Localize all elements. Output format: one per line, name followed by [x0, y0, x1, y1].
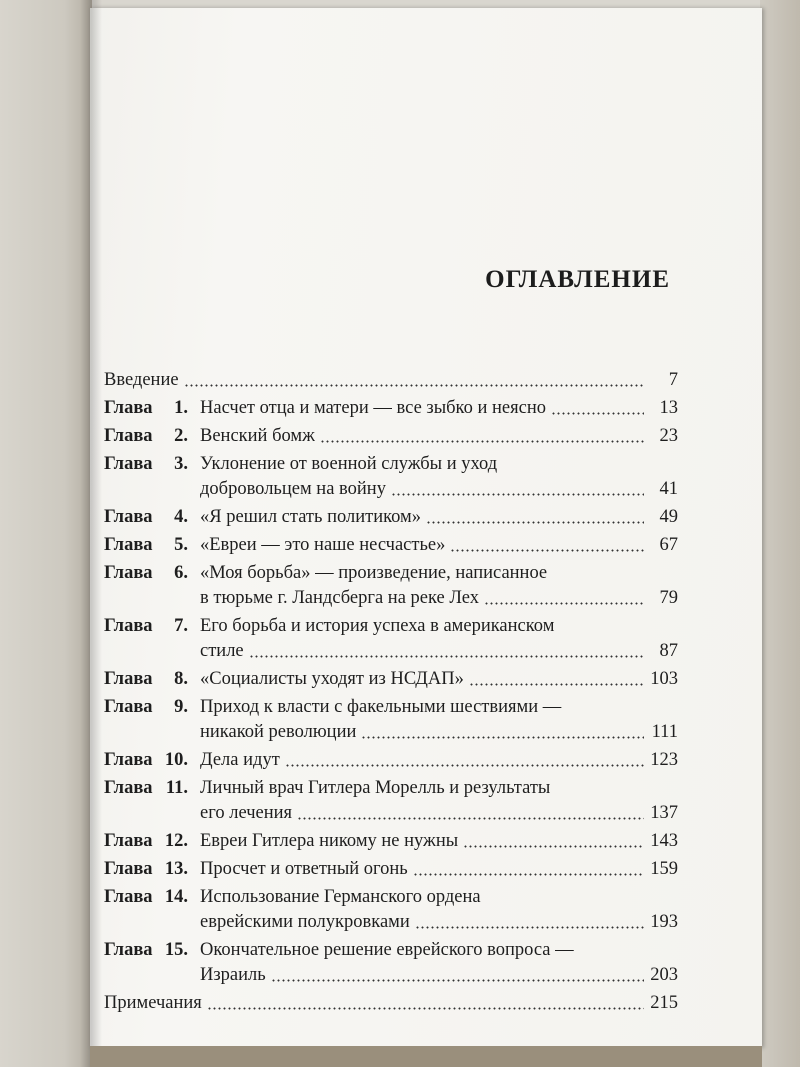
- chapter-word: Глава: [104, 697, 153, 717]
- toc-entry-notes: [104, 991, 678, 1016]
- chapter-title-line: добровольцем на войну: [200, 479, 386, 499]
- chapter-title-line: Окончательное решение еврейского вопроса —: [200, 940, 574, 960]
- dot-leader: [463, 834, 644, 848]
- table-of-contents: [104, 368, 678, 1019]
- chapter-label: [104, 667, 200, 692]
- chapter-label: [104, 452, 200, 502]
- chapter-number: 6.: [174, 563, 188, 583]
- dot-leader: [426, 510, 644, 524]
- chapter-number: 8.: [174, 669, 188, 689]
- dot-leader: [271, 968, 644, 982]
- chapter-title-line: Насчет отца и матери — все зыбко и неясно: [200, 398, 546, 418]
- toc-entry-label: Введение: [104, 370, 179, 390]
- toc-entry-chapter: [104, 396, 678, 421]
- chapter-word: Глава: [104, 750, 153, 770]
- chapter-word: Глава: [104, 535, 153, 555]
- toc-page-number: 111: [651, 722, 678, 742]
- dot-leader: [361, 725, 644, 739]
- dot-leader: [450, 538, 644, 552]
- dot-leader: [285, 753, 644, 767]
- chapter-title-line: Использование Германского ордена: [200, 887, 481, 907]
- dot-leader: [320, 429, 644, 443]
- chapter-word: Глава: [104, 426, 153, 446]
- chapter-title-line: «Моя борьба» — произведение, написанное: [200, 563, 548, 583]
- chapter-word: Глава: [104, 669, 153, 689]
- chapter-label: [104, 396, 200, 421]
- dot-leader: [207, 996, 644, 1010]
- chapter-title-line: его лечения: [200, 803, 293, 823]
- spine-shadow: [80, 0, 102, 1067]
- chapter-label: [104, 561, 200, 611]
- toc-page-number: 41: [659, 479, 678, 499]
- chapter-number: 11.: [165, 778, 188, 798]
- toc-entry-chapter: [104, 938, 678, 988]
- chapter-number: 3.: [174, 454, 188, 474]
- dot-leader: [413, 862, 644, 876]
- chapter-label: [104, 748, 200, 773]
- chapter-number: 13.: [164, 859, 188, 879]
- chapter-word: Глава: [104, 563, 153, 583]
- chapter-word: Глава: [104, 507, 153, 527]
- dot-leader: [249, 644, 644, 658]
- toc-entry-chapter: [104, 748, 678, 773]
- chapter-word: Глава: [104, 616, 153, 636]
- chapter-number: 15.: [164, 940, 188, 960]
- chapter-number: 1.: [174, 398, 188, 418]
- chapter-title-line: в тюрьме г. Ландсберга на реке Лех: [200, 588, 480, 608]
- chapter-number: 10.: [164, 750, 188, 770]
- chapter-number: 9.: [174, 697, 188, 717]
- dot-leader: [484, 591, 644, 605]
- chapter-title-line: Венский бомж: [200, 426, 315, 446]
- toc-page-number: 87: [659, 641, 678, 661]
- chapter-title-line: «Социалисты уходят из НСДАП»: [200, 669, 464, 689]
- chapter-number: 4.: [174, 507, 188, 527]
- chapter-number: 14.: [164, 887, 188, 907]
- facing-page-edge: [0, 0, 92, 1067]
- chapter-label: [104, 695, 200, 745]
- chapter-word: Глава: [104, 887, 153, 907]
- toc-page-number: 143: [650, 831, 678, 851]
- toc-entry-chapter: [104, 829, 678, 854]
- toc-page-number: 67: [659, 535, 678, 555]
- toc-entry-chapter: [104, 505, 678, 530]
- toc-page-number: 7: [668, 370, 678, 390]
- chapter-title-line: Евреи Гитлера никому не нужны: [200, 831, 459, 851]
- chapter-number: 12.: [164, 831, 188, 851]
- toc-entry-chapter: [104, 695, 678, 745]
- chapter-title-line: Израиль: [200, 965, 266, 985]
- dot-leader: [469, 672, 644, 686]
- dot-leader: [391, 482, 644, 496]
- toc-page-number: 137: [650, 803, 678, 823]
- chapter-title-line: «Евреи — это наше несчастье»: [200, 535, 446, 555]
- toc-entry-chapter: [104, 857, 678, 882]
- toc-page-number: 103: [650, 669, 678, 689]
- toc-page-number: 79: [659, 588, 678, 608]
- chapter-title-line: никакой революции: [200, 722, 357, 742]
- toc-page-number: 215: [650, 993, 678, 1013]
- chapter-title-line: «Я решил стать политиком»: [200, 507, 422, 527]
- chapter-label: [104, 505, 200, 530]
- chapter-label: [104, 938, 200, 988]
- chapter-label: [104, 533, 200, 558]
- chapter-title-line: Его борьба и история успеха в американском: [200, 616, 555, 636]
- toc-page-number: 23: [659, 426, 678, 446]
- toc-entry-chapter: [104, 885, 678, 935]
- chapter-number: 7.: [174, 616, 188, 636]
- chapter-number: 2.: [174, 426, 188, 446]
- chapter-label: [104, 829, 200, 854]
- toc-entry-chapter: [104, 424, 678, 449]
- toc-page-number: 123: [650, 750, 678, 770]
- dot-leader: [297, 806, 644, 820]
- dot-leader: [184, 373, 644, 387]
- book-edge: [760, 0, 800, 1067]
- chapter-title-line: Уклонение от военной службы и уход: [200, 454, 498, 474]
- chapter-title-line: еврейскими полукровками: [200, 912, 410, 932]
- chapter-title-line: Приход к власти с факельными шествиями —: [200, 697, 562, 717]
- chapter-word: Глава: [104, 831, 153, 851]
- toc-entry-chapter: [104, 452, 678, 502]
- chapter-title-line: Дела идут: [200, 750, 280, 770]
- chapter-title-line: стиле: [200, 641, 244, 661]
- chapter-label: [104, 857, 200, 882]
- chapter-number: 5.: [174, 535, 188, 555]
- dot-leader: [415, 915, 644, 929]
- toc-entry-chapter: [104, 667, 678, 692]
- chapter-word: Глава: [104, 778, 153, 798]
- toc-entry-chapter: [104, 533, 678, 558]
- chapter-word: Глава: [104, 940, 153, 960]
- chapter-word: Глава: [104, 398, 153, 418]
- dot-leader: [551, 401, 644, 415]
- page-title: ОГЛАВЛЕНИЕ: [485, 266, 670, 293]
- toc-entry-chapter: [104, 776, 678, 826]
- toc-entry-intro: [104, 368, 678, 393]
- toc-entry-chapter: [104, 561, 678, 611]
- toc-entry-chapter: [104, 614, 678, 664]
- chapter-title-line: Личный врач Гитлера Морелль и результаты: [200, 778, 551, 798]
- chapter-title-line: Просчет и ответный огонь: [200, 859, 408, 879]
- toc-page-number: 13: [659, 398, 678, 418]
- toc-entry-label: Примечания: [104, 993, 202, 1013]
- toc-page-number: 203: [650, 965, 678, 985]
- chapter-label: [104, 614, 200, 664]
- chapter-label: [104, 776, 200, 826]
- chapter-label: [104, 424, 200, 449]
- chapter-label: [104, 885, 200, 935]
- toc-page-number: 49: [659, 507, 678, 527]
- chapter-word: Глава: [104, 859, 153, 879]
- toc-page-number: 159: [650, 859, 678, 879]
- page-bottom-edge: [90, 1046, 762, 1067]
- toc-page-number: 193: [650, 912, 678, 932]
- chapter-word: Глава: [104, 454, 153, 474]
